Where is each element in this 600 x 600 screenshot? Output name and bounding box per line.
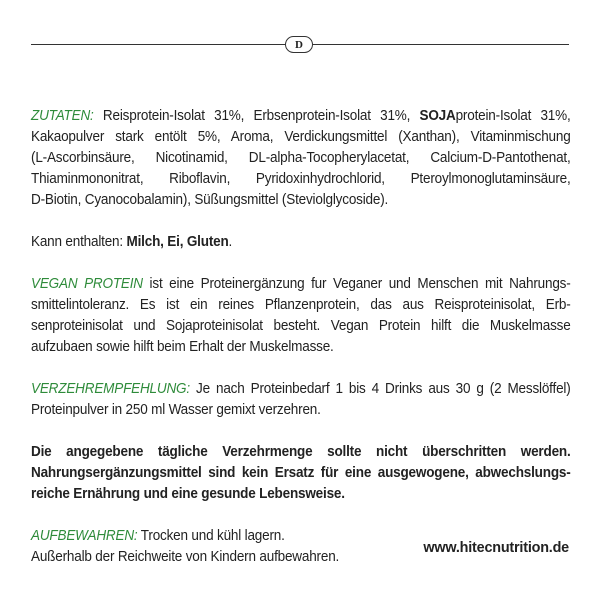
ingredients-text-1a: Reisprotein-Isolat 31%, Erbsenprotein-Isolat 31%, [93,108,420,124]
vegan-line-2: smittelintoleranz. Es ist ein reines Pflanzenprotein, das aus Reisproteinisolat, Erb- [31,297,571,313]
label-text [31,106,571,589]
warning-line-1: Die angegebene tägliche Verzehrmenge sollte nicht überschritten werden. [31,444,571,460]
ingredients-line-2: Kakaopulver stark entölt 5%, Aroma, Verdickungsmittel (Xanthan), Vitaminmischung [31,129,571,145]
ingredients-line-4: Thiaminmononitrat, Riboflavin, Pyridoxinhydrochlorid, Pteroylmonoglutaminsäure, [31,171,571,187]
ingredients-label: ZUTATEN: [31,108,94,124]
usage-paragraph [31,379,571,421]
ingredients-line-3: (L-Ascorbinsäure, Nicotinamid, DL-alpha-Tocopherylacetat, Calcium-D-Pantothenat, [31,150,571,166]
language-badge: D [285,36,313,53]
website-url: www.hitecnutrition.de [423,540,569,556]
warning-line-3: reiche Ernährung und eine gesunde Lebensweise. [31,486,345,502]
storage-label: AUFBEWAHREN: [31,528,138,544]
vegan-line-4: aufzubaen sowie hilft beim Erhalt der Muskelmasse. [31,339,334,355]
allergens-line [31,232,571,253]
allergens-list: Milch, Ei, Gluten [126,234,229,250]
soja-allergen: SOJA [419,108,456,124]
ingredients-paragraph [31,106,571,211]
allergens-prefix: Kann enthalten: [31,234,127,250]
usage-line-1 [31,379,571,400]
ingredients-line-1 [31,106,571,127]
vegan-label: VEGAN PROTEIN [31,276,143,292]
storage-line-2: Außerhalb der Reichweite von Kindern aufbewahren. [31,549,340,565]
ingredients-line-5: D-Biotin, Cyanocobalamin), Süßungsmittel (Steviolglycoside). [31,192,389,208]
warning-paragraph [31,442,571,505]
ingredients-text-1b: protein-Isolat 31%, [455,108,571,124]
warning-line-2: Nahrungsergänzungsmittel sind kein Ersatz für eine ausgewogene, abwechslungs- [31,465,571,481]
allergens-suffix: . [228,234,233,250]
vegan-text-1: ist eine Proteinergänzung fur Veganer und Menschen mit Nahrungs- [142,276,571,292]
usage-line-2: Proteinpulver in 250 ml Wasser gemixt verzehren. [31,402,321,418]
allergens-paragraph [31,232,571,253]
vegan-line-1 [31,274,571,295]
storage-text-1: Trocken und kühl lagern. [137,528,285,544]
vegan-line-3: senproteinisolat und Sojaproteinisolat besteht. Vegan Protein hilft die Muskelmasse [31,318,571,334]
usage-text-1: Je nach Proteinbedarf 1 bis 4 Drinks aus 30 g (2 Messlöffel) [189,381,571,397]
usage-label: VERZEHREMPFEHLUNG: [31,381,190,397]
vegan-paragraph [31,274,571,358]
